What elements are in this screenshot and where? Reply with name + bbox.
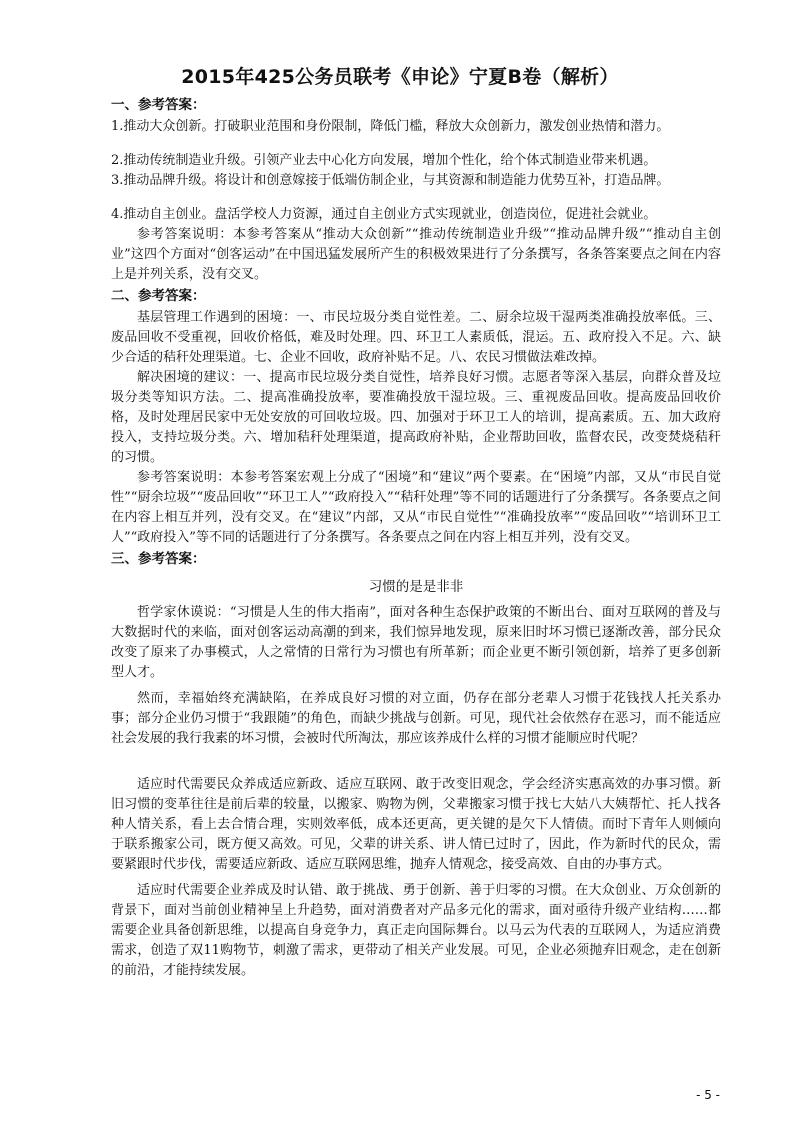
answer-note-2: 参考答案说明：本参考答案宏观上分成了“困境”和“建议”两个要素。在“困境”内部，又从“市民自觉性”“厨余垃圾”“废品回收”“环卫工人”“政府投入”“秸秆处理”等不同的话题进行了分条撰写。各条要点之间在内容上相互并列，没有交叉。在“建议”内部，又从“市民自觉性”“准确投放率”“废品回收”“培训环卫工人”“政府投入”等不同的话题进行了分条撰写。各条要点之间在内容上相互并列，没有交叉。 — [111, 470, 721, 545]
answer-note-1: 参考答案说明：本参考答案从“推动大众创新”“推动传统制造业升级”“推动品牌升级”“推动自主创业”这四个方面对“创客运动”在中国迅猛发展所产生的积极效果进行了分条撰写，各条答案要点之间在内容上是并列关系，没有交叉。 — [111, 227, 721, 282]
suggestions-paragraph: 解决困境的建议：一、提高市民垃圾分类自觉性，培养良好习惯。志愿者等深入基层，向群众普及垃圾分类等知识方法。二、提高准确投放率，要准确投放干湿垃圾。三、重视废品回收。提高废品回收价格，及时处理居民家中无处安放的可回收垃圾。四、加强对于环卫工人的培训，提高素质。五、加大政府投入，支持垃圾分类。六、增加秸秆处理渠道，提高政府补贴，企业帮助回收，监督农民，改变焚烧秸秆的习惯。 — [111, 370, 721, 465]
document-title: 2015年425公务员联考《申论》宁夏B卷（解析） — [181, 66, 619, 88]
section-2-heading: 二、参考答案： — [111, 288, 206, 304]
page-number: - 5 - — [696, 1088, 720, 1102]
answer-item-3: 3.推动品牌升级。将设计和创意嫁接于低端仿制企业，与其资源和制造能力优势互补，打造品牌。 — [111, 173, 670, 188]
essay-paragraph-2: 然而，幸福始终充满缺陷，在养成良好习惯的对立面，仍存在部分老辈人习惯于花钱找人托关系办事；部分企业仍习惯于“我跟随”的角色，而缺少挑战与创新。可见，现代社会依然存在恶习，而不能适应社会发展的我行我素的坏习惯，会被时代所淘汰，那应该养成什么样的习惯才能顺应时代呢？ — [111, 691, 721, 746]
answer-item-4: 4.推动自主创业。盘活学校人力资源，通过自主创业方式实现就业，创造岗位，促进社会就业。 — [111, 207, 657, 222]
essay-paragraph-4: 适应时代需要企业养成及时认错、敢于挑战、勇于创新、善于归零的习惯。在大众创业、万众创新的背景下，面对当前创业精神呈上升趋势，面对消费者对产品多元化的需求，面对亟待升级产业结构……都需要企业具备创新思维，以提高自身竞争力，真正走向国际舞台。以马云为代表的互联网人，为适应消费需求，创造了双11购物节，刺激了需求，更带动了相关产业发展。可见，企业必须抛弃旧观念，走在创新的前沿，才能持续发展。 — [111, 883, 721, 978]
document-body — [111, 94, 721, 987]
essay-paragraph-1: 哲学家休谟说：“习惯是人生的伟大指南”，面对各种生态保护政策的不断出台、面对互联网的普及与大数据时代的来临，面对创客运动高潮的到来，我们惊异地发现，原来旧时坏习惯已逐渐改善，部分民众改变了原来了办事模式，人之常情的日常行为习惯也有所革新；而企业更不断引领创新，培养了更多创新型人才。 — [111, 605, 721, 680]
essay-title: 习惯的是是非非 — [368, 579, 464, 595]
essay-paragraph-3: 适应时代需要民众养成适应新政、适应互联网、敢于改变旧观念，学会经济实惠高效的办事习惯。新旧习惯的变革往往是前后辈的较量，以搬家、购物为例，父辈搬家习惯于找七大姑八大姨帮忙、托人找各种人情关系，看上去合情合理，实则效率低，成本还更高，更关键的是欠下人情债。而时下青年人则倾向于联系搬家公司，既方便又高效。可见，父辈的讲关系、讲人情已过时了，因此，作为新时代的民众，需要紧跟时代步伐，需要适应新政、适应互联网思维，抛弃人情观念，接受高效、自由的办事方式。 — [111, 777, 721, 872]
answer-item-1: 1.推动大众创新。打破职业范围和身份限制，降低门槛，释放大众创新力，激发创业热情和潜力。 — [111, 119, 670, 134]
difficulties-paragraph: 基层管理工作遇到的困境：一、市民垃圾分类自觉性差。二、厨余垃圾干湿两类准确投放率低。三、废品回收不受重视，回收价格低，难及时处理。四、环卫工人素质低，混运。五、政府投入不足。六、缺少合适的秸秆处理渠道。七、企业不回收，政府补贴不足。八、农民习惯做法难改掉。 — [111, 310, 721, 365]
section-3-heading: 三、参考答案： — [111, 551, 206, 567]
section-1-heading: 一、参考答案： — [111, 97, 206, 113]
answer-item-2: 2.推动传统制造业升级。引领产业去中心化方向发展，增加个性化，给个体式制造业带来机遇。 — [111, 153, 657, 168]
